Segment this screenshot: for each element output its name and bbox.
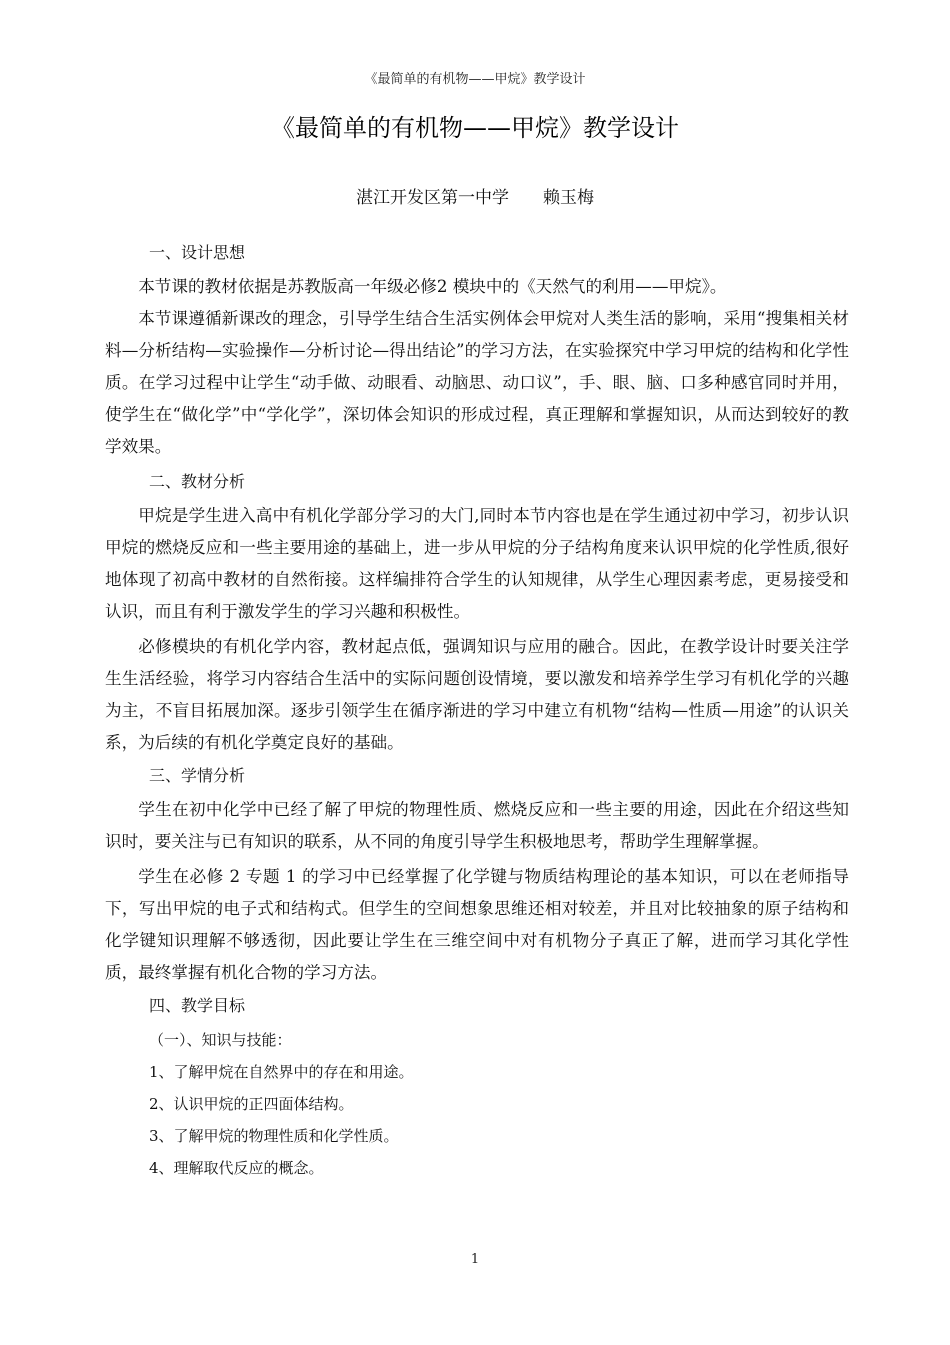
paragraph: 甲烷是学生进入高中有机化学部分学习的大门,同时本节内容也是在学生通过初中学习，初步认识甲烷的燃烧反应和一些主要用途的基础上，进一步从甲烷的分子结构角度来认识甲烷的化学性质,很好地体现了初高中教材的自然衔接。这样编排符合学生的认知规律，从学生心理因素考虑，更易接受和认识，而且有利于激发学生的学习兴趣和积极性。: [105, 506, 849, 621]
paragraph: 学生在必修 2 专题 1 的学习中已经掌握了化学键与物质结构理论的基本知识，可以在老师指导下，写出甲烷的电子式和结构式。但学生的空间想象思维还相对较差，并且对比较抽象的原子结构和化学键知识理解不够透彻，因此要让学生在三维空间中对有机物分子真正了解，进而学习其化学性质，最终掌握有机化合物的学习方法。: [105, 867, 849, 982]
paragraph: 本节课遵循新课改的理念，引导学生结合生活实例体会甲烷对人类生活的影响，采用“搜集相关材料—分析结构—实验操作—分析讨论—得出结论”的学习方法，在实验探究中学习甲烷的结构和化学性质。在学习过程中让学生“动手做、动眼看、动脑思、动口议”，手、眼、脑、口多种感官同时并用，使学生在“做化学”中“学化学”，深切体会知识的形成过程，真正理解和掌握知识，从而达到较好的教学效果。: [105, 309, 849, 456]
section-heading-teaching-goals: 四、教学目标: [149, 996, 246, 1015]
running-header: 《最简单的有机物——甲烷》教学设计: [364, 72, 586, 87]
section-heading-student-analysis: 三、学情分析: [149, 766, 246, 785]
document-title: 《最简单的有机物——甲烷》教学设计: [271, 114, 679, 142]
list-item: 2、认识甲烷的正四面体结构。: [149, 1095, 354, 1113]
page-number: 1: [470, 1252, 480, 1267]
author-byline: 湛江开发区第一中学 赖玉梅: [356, 188, 594, 208]
list-item: 3、了解甲烷的物理性质和化学性质。: [149, 1127, 399, 1145]
paragraph: 学生在初中化学中已经了解了甲烷的物理性质、燃烧反应和一些主要的用途，因此在介绍这些知识时，要关注与已有知识的联系，从不同的角度引导学生积极地思考，帮助学生理解掌握。: [105, 800, 849, 851]
section-heading-design-idea: 一、设计思想: [149, 243, 246, 262]
document-body: [105, 240, 849, 1184]
list-item: 4、理解取代反应的概念。: [149, 1159, 324, 1177]
paragraph: 必修模块的有机化学内容，教材起点低，强调知识与应用的融合。因此，在教学设计时要关注学生生活经验，将学习内容结合生活中的实际问题创设情境，要以激发和培养学生学习有机化学的兴趣为主，不盲目拓展加深。逐步引领学生在循序渐进的学习中建立有机物“结构—性质—用途”的认识关系，为后续的有机化学奠定良好的基础。: [105, 637, 849, 752]
subheading-knowledge-skills: （一）、知识与技能：: [149, 1031, 292, 1049]
paragraph: 本节课的教材依据是苏教版高一年级必修2 模块中的《天然气的利用——甲烷》。: [138, 277, 727, 296]
section-heading-textbook-analysis: 二、教材分析: [149, 472, 246, 491]
list-item: 1、了解甲烷在自然界中的存在和用途。: [149, 1063, 414, 1081]
